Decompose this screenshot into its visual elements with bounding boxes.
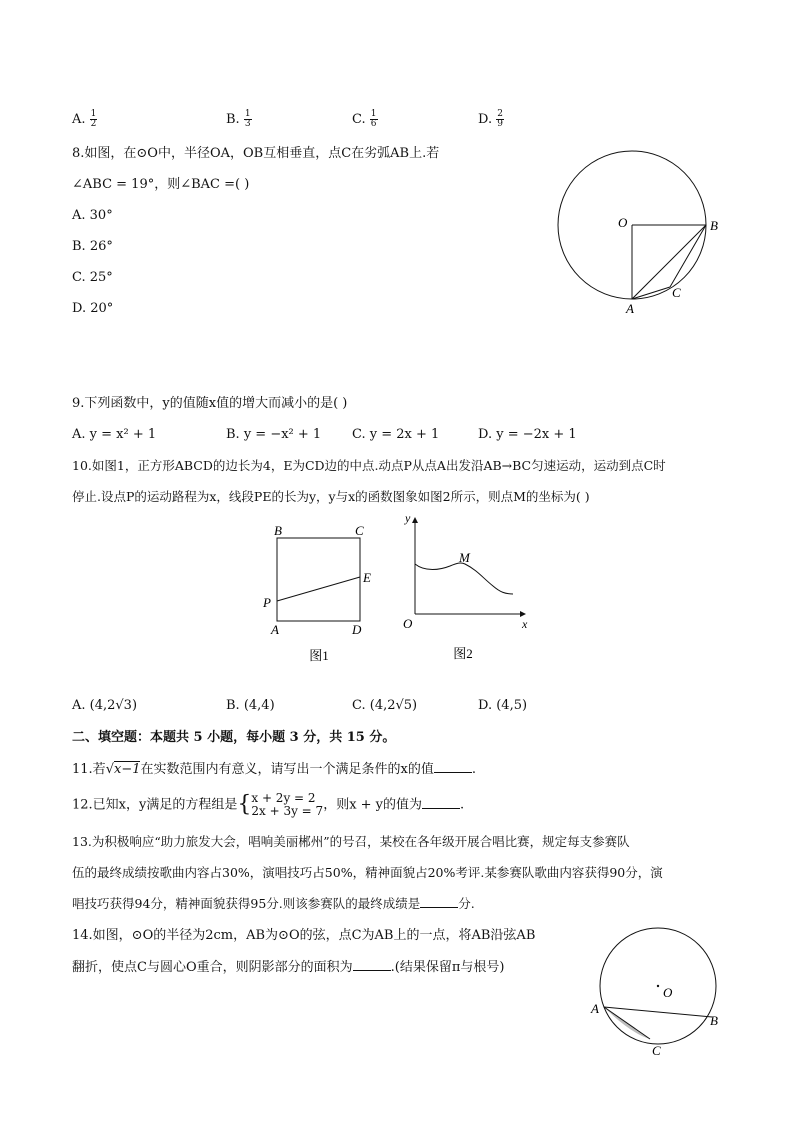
- q12: [72, 790, 464, 821]
- q14-line1: 14.如图，⊙O的半径为2cm，AB为⊙O的弦，点C为AB上的一点，将AB沿弦AB: [72, 928, 536, 943]
- q8-stem-line2: ∠ABC = 19°，则∠BAC =( ): [72, 177, 250, 192]
- q10-figure2: [395, 508, 540, 666]
- fraction: [496, 110, 504, 129]
- q11-pre: 11.若: [72, 762, 106, 777]
- q9-option-b[interactable]: B. y = −x² + 1: [226, 427, 322, 442]
- label-x: x: [522, 617, 528, 631]
- label-c: C: [672, 285, 681, 300]
- label-b: B: [274, 523, 282, 538]
- q12-post: ，则x + y的值为: [323, 797, 423, 813]
- q13-line2: 伍的最终成绩按歌曲内容占30%，演唱技巧占50%，精神面貌占20%考评.某参赛队歌曲内容获得90分，演: [72, 865, 663, 880]
- q9-option-d[interactable]: D. y = −2x + 1: [478, 427, 577, 442]
- q8-circle-figure: [550, 145, 730, 320]
- option-letter: C.: [352, 112, 366, 127]
- answer-blank[interactable]: [422, 796, 460, 809]
- brace: {: [237, 792, 252, 817]
- label-c: C: [355, 523, 364, 538]
- q7-option-d[interactable]: [478, 110, 504, 129]
- option-letter: D.: [478, 112, 493, 127]
- q10-stem-line1: 10.如图1，正方形ABCD的边长为4，E为CD边的中点.动点P从点A出发沿AB→BC匀速运动，运动到点C时: [72, 458, 666, 473]
- square-abcd: [277, 538, 360, 621]
- answer-blank[interactable]: [353, 958, 391, 971]
- chord-ac: [604, 1007, 650, 1039]
- q14-line2: [72, 958, 504, 977]
- label-o: O: [618, 215, 628, 230]
- q7-option-c[interactable]: [352, 110, 378, 129]
- denominator: 9: [497, 119, 503, 129]
- q11-radicand: x−1: [113, 762, 141, 777]
- q7-option-b[interactable]: [226, 110, 252, 129]
- fraction: [370, 110, 378, 129]
- chord-ab: [632, 225, 706, 299]
- label-a: A: [271, 622, 279, 637]
- function-curve: [415, 563, 513, 594]
- equation-2: 2x + 3y = 7: [251, 804, 324, 818]
- q13-line3-post: 分.: [458, 896, 475, 911]
- fraction: [90, 110, 98, 129]
- q12-pre: 12.已知x，y满足的方程组是: [72, 797, 238, 813]
- label-b: B: [710, 218, 718, 233]
- q12-end: .: [460, 797, 465, 813]
- option-letter: B.: [226, 112, 240, 127]
- q10-stem-line2: 停止.设点P的运动路程为x，线段PE的长为y，y与x的函数图象如图2所示，则点M的坐标为( ): [72, 489, 590, 504]
- answer-blank[interactable]: [434, 760, 472, 773]
- denominator: 6: [370, 119, 377, 129]
- center-point: [657, 985, 659, 987]
- numerator: 2: [497, 109, 503, 119]
- label-a: A: [626, 301, 634, 316]
- denominator: 3: [244, 119, 251, 129]
- answer-blank[interactable]: [420, 895, 458, 908]
- label-p: P: [263, 595, 271, 610]
- q9-option-c[interactable]: C. y = 2x + 1: [352, 427, 440, 442]
- q11-end: .: [471, 762, 476, 777]
- option-letter: A.: [72, 112, 86, 127]
- q10-figure1: [255, 520, 385, 670]
- q9-option-a[interactable]: A. y = x² + 1: [72, 427, 157, 442]
- q14-line2-pre: 翻折，使点C与圆心O重合，则阴影部分的面积为: [72, 960, 353, 975]
- q10-option-d[interactable]: D. (4,5): [478, 698, 528, 713]
- q14-circle-figure: [585, 925, 735, 1063]
- q10-option-c[interactable]: C. (4,2√5): [352, 698, 418, 713]
- q11-post: 在实数范围内有意义，请写出一个满足条件的x的值: [140, 762, 434, 777]
- q8-option-a[interactable]: A. 30°: [72, 208, 113, 223]
- chord-ab: [604, 1007, 712, 1017]
- q8-option-b[interactable]: B. 26°: [72, 239, 113, 254]
- label-b: B: [710, 1013, 718, 1028]
- q9-stem: 9.下列函数中，y的值随x值的增大而减小的是( ): [72, 396, 348, 411]
- label-m: M: [459, 550, 470, 565]
- fraction: [244, 110, 252, 129]
- q10-option-a[interactable]: A. (4,2√3): [72, 698, 138, 713]
- numerator: 1: [370, 109, 377, 119]
- denominator: 2: [90, 119, 97, 129]
- label-c: C: [652, 1043, 661, 1058]
- numerator: 1: [90, 109, 97, 119]
- caption-fig2: 图2: [453, 646, 473, 661]
- q7-option-a[interactable]: [72, 110, 97, 129]
- q8-option-c[interactable]: C. 25°: [72, 270, 113, 285]
- y-axis-arrow: [412, 517, 418, 523]
- numerator: 1: [244, 109, 251, 119]
- equation-system: [251, 792, 323, 818]
- q11: [72, 760, 476, 779]
- q13-line3: [72, 895, 475, 913]
- q10-option-b[interactable]: B. (4,4): [226, 698, 275, 713]
- equation-1: x + 2y = 2: [251, 791, 316, 805]
- label-o: O: [663, 985, 673, 1000]
- label-d: D: [352, 622, 362, 637]
- q8-stem-line1: 8.如图，在⊙O中，半径OA，OB互相垂直，点C在劣弧AB上.若: [72, 146, 440, 161]
- q14-line2-post: .(结果保留π与根号): [390, 960, 505, 975]
- segment-pe: [277, 577, 360, 601]
- sqrt-symbol: √: [105, 762, 114, 777]
- section-heading: 二、填空题：本题共 5 小题，每小题 3 分，共 15 分。: [72, 730, 396, 745]
- q13-line1: 13.为积极响应“助力旅发大会，唱响美丽郴州”的号召，某校在各年级开展合唱比赛，规定每支参赛队: [72, 834, 630, 849]
- label-y: y: [405, 511, 411, 525]
- label-e: E: [363, 570, 371, 585]
- label-a: A: [591, 1001, 599, 1016]
- q13-line3-pre: 唱技巧获得94分，精神面貌获得95分.则该参赛队的最终成绩是: [72, 896, 421, 911]
- label-o: O: [403, 616, 413, 631]
- caption-fig1: 图1: [309, 648, 329, 663]
- q8-option-d[interactable]: D. 20°: [72, 301, 114, 316]
